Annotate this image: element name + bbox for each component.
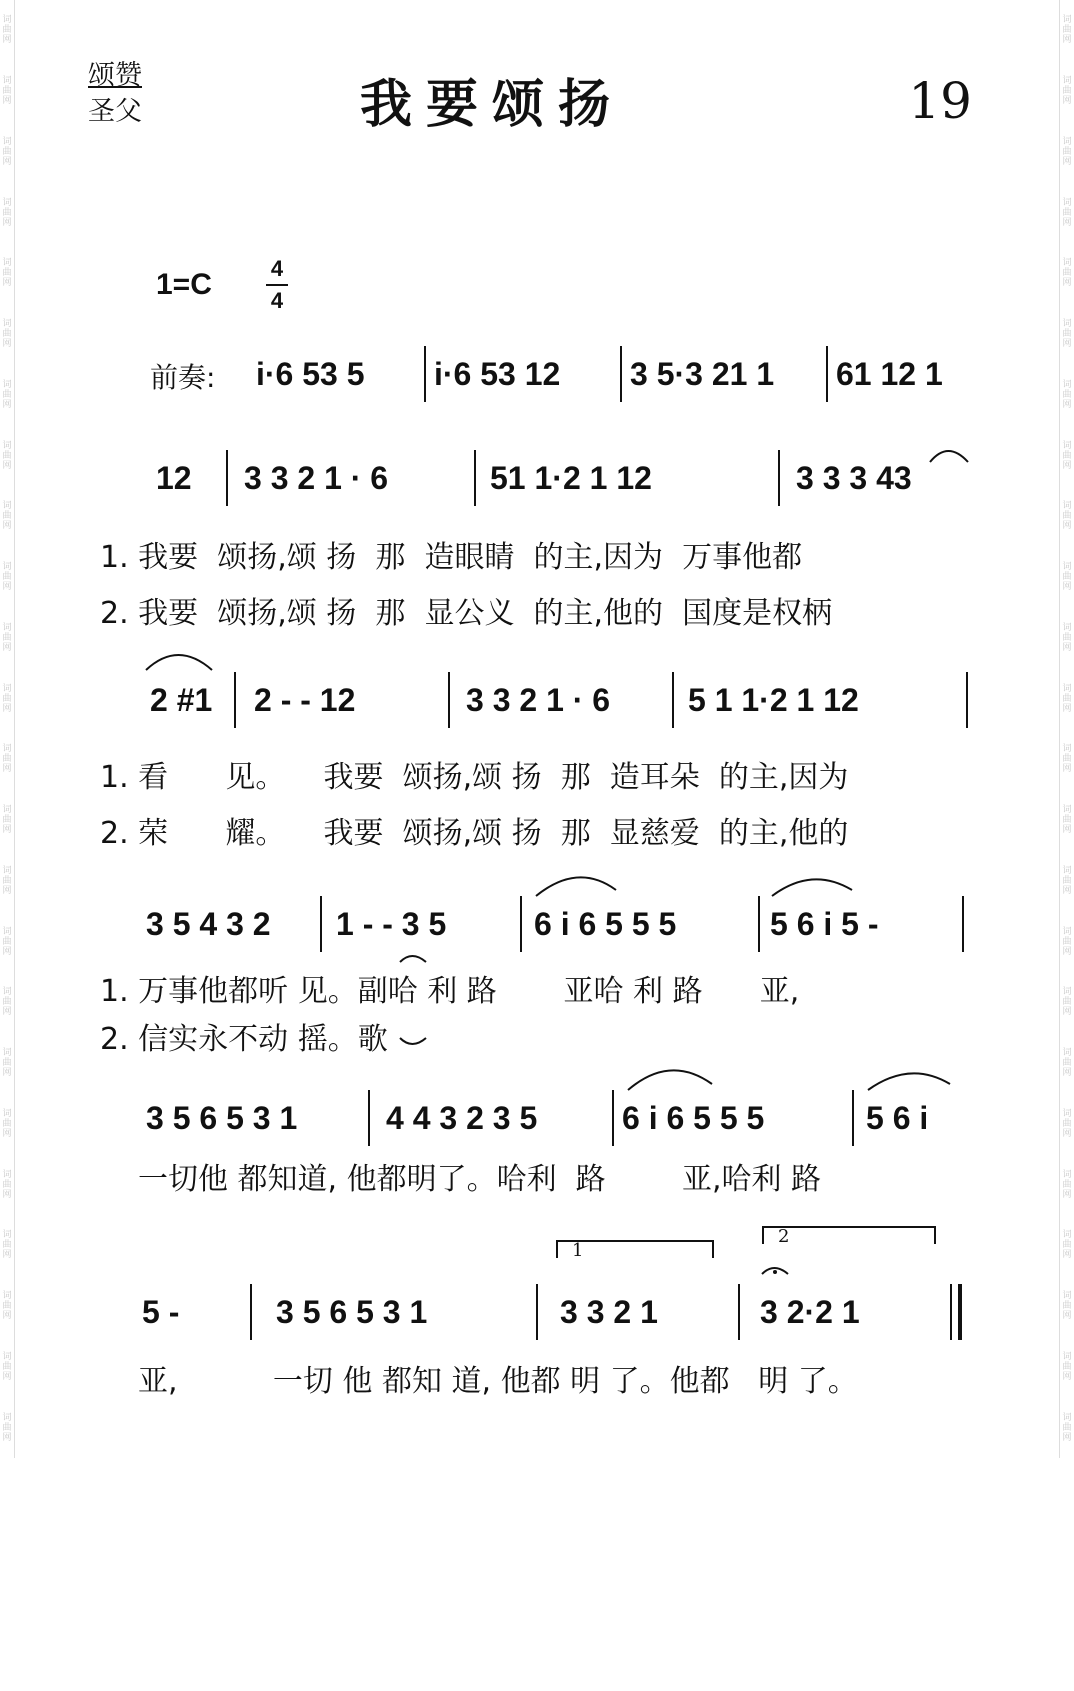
- song-number: 19: [908, 72, 972, 130]
- barline: [424, 346, 426, 402]
- watermark-text: 词 曲 网: [1062, 197, 1072, 228]
- watermark-text: 词 曲 网: [1062, 1291, 1072, 1322]
- barline: [738, 1284, 740, 1340]
- watermark-text: 词 曲 网: [2, 562, 12, 593]
- slur-icon: [536, 877, 616, 896]
- category-label: [88, 58, 142, 130]
- key-signature: 1=C: [156, 268, 212, 301]
- lyric-row-3-verse-1: 1. 看 见。 我要 颂扬,颂 扬 那 造耳朵 的主,因为: [100, 760, 849, 795]
- watermark-text: 词 曲 网: [1062, 1412, 1072, 1443]
- lyric-row-5: 一切他 都知道, 他都明了。哈利 路 亚,哈利 路: [138, 1162, 822, 1197]
- slur-icon: [146, 655, 212, 670]
- measure-5-4: 5 6 i: [866, 1100, 929, 1136]
- song-title: 我要颂扬: [360, 75, 625, 135]
- barline: [474, 450, 476, 506]
- lyric-row-3-verse-2: 2. 荣 耀。 我要 颂扬,颂 扬 那 显慈爱 的主,他的: [100, 816, 849, 851]
- watermark-text: 词 曲 网: [2, 1108, 12, 1139]
- slur-icon: [772, 879, 852, 896]
- meter-bar: [266, 284, 288, 286]
- watermark-text: 词 曲 网: [2, 379, 12, 410]
- first-ending-number: 1: [572, 1240, 584, 1261]
- watermark-text: 词 曲 网: [2, 926, 12, 957]
- watermark-text: 词 曲 网: [1062, 987, 1072, 1018]
- watermark-text: 词 曲 网: [1062, 744, 1072, 775]
- barline: [950, 1284, 952, 1340]
- final-barline: [958, 1284, 962, 1340]
- barline: [520, 896, 522, 952]
- measure-3-2: 2 - - 12: [254, 682, 356, 718]
- measure-3-3: 3 3 2 1 · 6: [466, 682, 611, 718]
- barline: [962, 896, 964, 952]
- watermark-text: 词 曲 网: [2, 1230, 12, 1261]
- measure-6-2: 3 5 6 5 3 1: [276, 1294, 428, 1330]
- watermark-text: 词 曲 网: [1062, 1108, 1072, 1139]
- barline: [448, 672, 450, 728]
- measure-5-1: 3 5 6 5 3 1: [146, 1100, 298, 1136]
- watermark-text: 词 曲 网: [1062, 683, 1072, 714]
- bracket-top-icon: [400, 956, 426, 962]
- watermark-text: 词 曲 网: [2, 744, 12, 775]
- barline: [368, 1090, 370, 1146]
- measure-2-1: 12: [156, 460, 192, 496]
- row-6-notes: [0, 1284, 1074, 1344]
- score-row-2: [0, 450, 1074, 510]
- watermark-text: 词 曲 网: [1062, 622, 1072, 653]
- category-line-1: 颂赞: [88, 60, 142, 91]
- watermark-text: 词 曲 网: [1062, 136, 1072, 167]
- measure-1-1: i·6 53 5: [256, 356, 365, 392]
- row-2-notes: [0, 450, 1074, 510]
- score-row-5: [0, 1090, 1074, 1150]
- barline: [778, 450, 780, 506]
- measure-3-4: 5 1 1·2 1 12: [688, 682, 859, 718]
- watermark-text: 词 曲 网: [2, 805, 12, 836]
- score-row-3: [0, 672, 1074, 732]
- measure-3-1: 2 #1: [150, 682, 213, 718]
- watermark-text: 词 曲 网: [2, 1351, 12, 1382]
- slur-icon: [868, 1073, 950, 1090]
- barline: [226, 450, 228, 506]
- watermark-text: 词 曲 网: [2, 1291, 12, 1322]
- watermark-text: 词 曲 网: [1062, 258, 1072, 289]
- watermark-text: 词 曲 网: [1062, 1230, 1072, 1261]
- measure-6-4: 3 2·2 1: [760, 1294, 860, 1330]
- watermark-text: 词 曲 网: [2, 440, 12, 471]
- watermark-text: 词 曲 网: [1062, 76, 1072, 107]
- row-1-notes: [0, 346, 1074, 406]
- barline: [826, 346, 828, 402]
- watermark-text: 词 曲 网: [2, 987, 12, 1018]
- measure-1-2: i·6 53 12: [434, 356, 561, 392]
- measure-1-3: 3 5·3 21 1: [630, 356, 775, 392]
- watermark-text: 词 曲 网: [2, 865, 12, 896]
- watermark-text: 词 曲 网: [2, 1048, 12, 1079]
- watermark-text: 词 曲 网: [1062, 501, 1072, 532]
- barline: [852, 1090, 854, 1146]
- watermark-text: 词 曲 网: [2, 136, 12, 167]
- watermark-text: 词 曲 网: [1062, 1169, 1072, 1200]
- watermark-text: 词 曲 网: [1062, 319, 1072, 350]
- row-4-notes: [0, 896, 1074, 956]
- measure-5-3: 6 i 6 5 5 5: [622, 1100, 765, 1136]
- watermark-text: 词 曲 网: [2, 197, 12, 228]
- watermark-text: 词 曲 网: [1062, 379, 1072, 410]
- watermark-text: 词 曲 网: [2, 76, 12, 107]
- watermark-text: 词 曲 网: [2, 1169, 12, 1200]
- meter-bottom: 4: [270, 288, 284, 313]
- second-ending-bracket: [762, 1226, 936, 1247]
- barline: [758, 896, 760, 952]
- watermark-text: 词 曲 网: [1062, 440, 1072, 471]
- watermark-text: 词 曲 网: [1062, 926, 1072, 957]
- second-ending-number: 2: [778, 1226, 790, 1247]
- barline: [612, 1090, 614, 1146]
- measure-4-3: 6 i 6 5 5 5: [534, 906, 677, 942]
- watermark-text: 词 曲 网: [2, 319, 12, 350]
- lyric-row-6: 亚, 一切 他 都知 道, 他都 明 了。他都 明 了。: [138, 1364, 858, 1399]
- measure-1-4: 61 12 1: [836, 356, 943, 392]
- watermark-text: 词 曲 网: [1062, 1351, 1072, 1382]
- lyric-row-4-verse-1: 1. 万事他都听 见。副哈 利 路 亚哈 利 路 亚,: [100, 974, 800, 1009]
- barline: [966, 672, 968, 728]
- watermark-text: 词 曲 网: [1062, 15, 1072, 46]
- barline: [672, 672, 674, 728]
- lyric-row-4-verse-2: 2. 信实永不动 摇。歌: [100, 1022, 388, 1057]
- time-signature: [266, 256, 288, 314]
- measure-4-4: 5 6 i 5 -: [770, 906, 879, 942]
- lyric-row-2-verse-1: 1. 我要 颂扬,颂 扬 那 造眼睛 的主,因为 万事他都: [100, 540, 803, 575]
- slur-icon: [628, 1070, 712, 1090]
- watermark-text: 词 曲 网: [2, 683, 12, 714]
- category-line-2: 圣父: [88, 96, 142, 127]
- watermark-text: 词 曲 网: [1062, 805, 1072, 836]
- measure-4-1: 3 5 4 3 2: [146, 906, 271, 942]
- measure-2-4: 3 3 3 43: [796, 460, 912, 496]
- fermata-icon: [762, 1268, 788, 1274]
- meter-top: 4: [270, 256, 284, 281]
- watermark-text: 词 曲 网: [2, 15, 12, 46]
- bracket-bottom-icon: [400, 1038, 426, 1044]
- barline: [250, 1284, 252, 1340]
- measure-5-2: 4 4 3 2 3 5: [386, 1100, 538, 1136]
- first-ending-bracket: [556, 1240, 714, 1261]
- fermata-dot-icon: [773, 1270, 777, 1274]
- measure-6-1: 5 -: [142, 1294, 180, 1330]
- measure-2-2: 3 3 2 1 · 6: [244, 460, 389, 496]
- barline: [320, 896, 322, 952]
- barline: [234, 672, 236, 728]
- score-row-6: [0, 1284, 1074, 1344]
- lyric-row-2-verse-2: 2. 我要 颂扬,颂 扬 那 显公义 的主,他的 国度是权柄: [100, 596, 833, 631]
- watermark-text: 词 曲 网: [2, 622, 12, 653]
- watermark-text: 词 曲 网: [2, 501, 12, 532]
- measure-6-3: 3 3 2 1: [560, 1294, 658, 1330]
- score-row-1: [0, 346, 1074, 406]
- prelude-label: 前奏:: [150, 361, 216, 394]
- row-3-notes: [0, 672, 1074, 732]
- watermark-text: 词 曲 网: [1062, 562, 1072, 593]
- watermark-text: 词 曲 网: [1062, 1048, 1072, 1079]
- barline: [536, 1284, 538, 1340]
- measure-2-3: 51 1·2 1 12: [490, 460, 652, 496]
- score-row-4: [0, 896, 1074, 956]
- watermark-text: 词 曲 网: [1062, 865, 1072, 896]
- row-5-notes: [0, 1090, 1074, 1150]
- watermark-text: 词 曲 网: [2, 1412, 12, 1443]
- barline: [620, 346, 622, 402]
- watermark-text: 词 曲 网: [2, 258, 12, 289]
- measure-4-2: 1 - - 3 5: [336, 906, 447, 942]
